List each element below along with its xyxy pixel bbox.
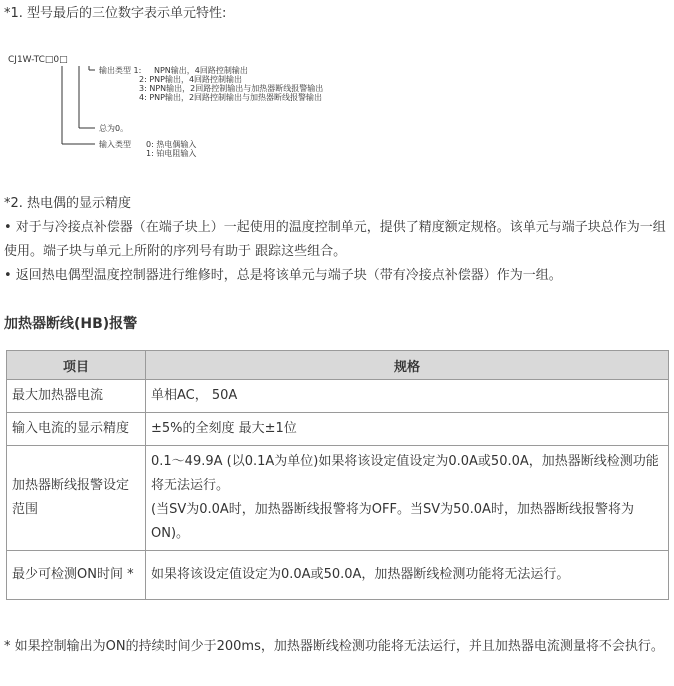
bullet-item: • 对于与冷接点补偿器（在端子块上）一起使用的温度控制单元，提供了精度额定规格。该单元与端子块总作为一组使用。端子块与单元上所附的序列号有助于 跟踪这些组合。 xyxy=(4,220,666,259)
table-row xyxy=(7,380,669,413)
output-option: NPN输出，4回路控制输出 xyxy=(154,66,248,75)
spec-cell: ±5%的全刻度 最大±1位 xyxy=(146,413,669,446)
item-cell: 加热器断线报警设定范围 xyxy=(7,446,146,551)
item-cell: 最大加热器电流 xyxy=(7,380,146,413)
spec-cell: 如果将该设定值设定为0.0A或50.0A，加热器断线检测功能将无法运行。 xyxy=(146,551,669,600)
model-code: CJ1W-TC□0□ xyxy=(8,55,68,65)
item-cell: 输入电流的显示精度 xyxy=(7,413,146,446)
hb-alarm-title: 加热器断线(HB)报警 xyxy=(4,316,138,332)
input-type-label: 输入类型 xyxy=(99,140,131,149)
section-title: *2. 热电偶的显示精度 xyxy=(4,196,132,211)
thermocouple-accuracy-section xyxy=(4,192,668,288)
spec-cell xyxy=(146,446,669,551)
output-option: 2: PNP输出，4回路控制输出 xyxy=(139,75,243,84)
output-option: 3: NPN输出，2回路控制输出与加热器断线报警输出 xyxy=(139,84,324,93)
table-row xyxy=(7,413,669,446)
footnote: * 如果控制输出为ON的持续时间少于200ms，加热器断线检测功能将无法运行，并且加热器电流测量将不会执行。 xyxy=(4,639,664,654)
table-row xyxy=(7,551,669,600)
output-type-label: 输出类型 1: xyxy=(99,66,142,75)
always-zero-label: 总为0。 xyxy=(99,124,129,133)
bullet-item: • 返回热电偶型温度控制器进行维修时，总是将该单元与端子块（带有冷接点补偿器）作为一组。 xyxy=(4,268,562,283)
table-row xyxy=(7,446,669,551)
spec-line: (当SV为0.0A时，加热器断线报警将为OFF。当SV为50.0A时，加热器断线报警将为ON)。 xyxy=(151,502,634,541)
spec-line: 0.1～49.9A (以0.1A为单位)如果将该设定值设定为0.0A或50.0A，加热器断线检测功能将无法运行。 xyxy=(151,454,659,493)
column-header-spec: 规格 xyxy=(146,351,669,380)
input-option: 1: 铂电阻输入 xyxy=(146,149,197,158)
item-cell: 最少可检测ON时间 * xyxy=(7,551,146,600)
table-header-row xyxy=(7,351,669,380)
spec-cell: 单相AC， 50A xyxy=(146,380,669,413)
output-option: 4: PNP输出，2回路控制输出与加热器断线报警输出 xyxy=(139,93,323,102)
note-1: *1. 型号最后的三位数字表示单元特性: xyxy=(4,6,227,21)
model-code-diagram xyxy=(0,40,400,170)
column-header-item: 项目 xyxy=(7,351,146,380)
input-option: 0: 热电偶输入 xyxy=(146,140,197,149)
hb-spec-table xyxy=(6,350,669,600)
